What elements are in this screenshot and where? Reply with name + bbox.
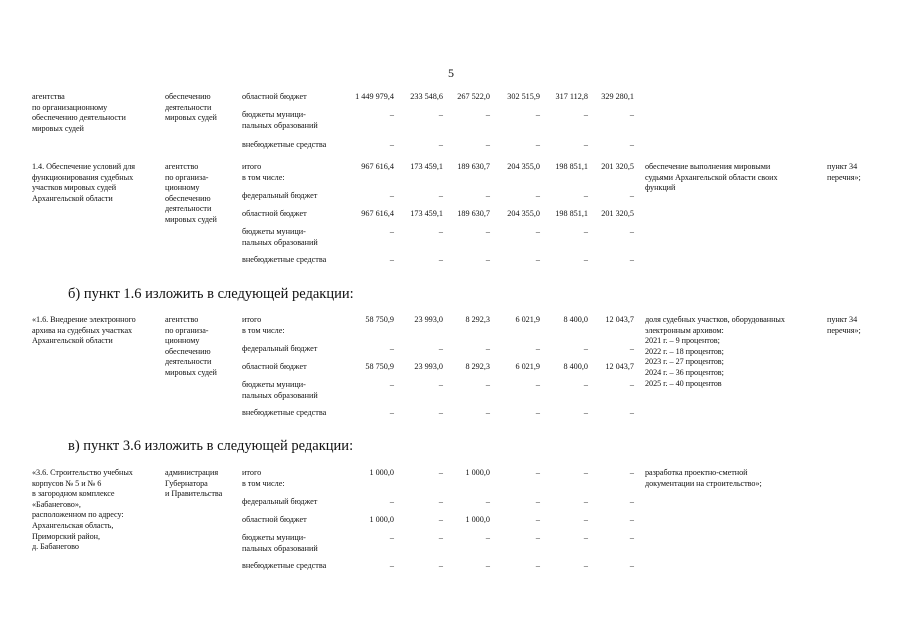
funding-value: – bbox=[485, 380, 490, 389]
funding-value: – bbox=[535, 515, 540, 524]
funding-value: – bbox=[438, 255, 443, 264]
funding-value: 198 851,1 bbox=[555, 209, 588, 218]
heading-b: б) пункт 1.6 изложить в следующей редакции: bbox=[68, 286, 354, 302]
funding-value: 173 459,1 bbox=[410, 162, 443, 171]
funding-value: – bbox=[389, 380, 394, 389]
funding-source-label: бюджеты муници- пальных образований bbox=[242, 380, 318, 400]
funding-value: – bbox=[389, 140, 394, 149]
block4-col1: «3.6. Строительство учебных корпусов № 5 и № 6 в загородном комплексе «Бабанегово», расположенном по адресу: Архангельская область, Приморский район, д. Бабанегово bbox=[32, 468, 133, 552]
funding-value: – bbox=[583, 515, 588, 524]
funding-value: 233 548,6 bbox=[410, 92, 443, 101]
funding-source-label: федеральный бюджет bbox=[242, 497, 318, 506]
funding-value: – bbox=[438, 380, 443, 389]
funding-value: – bbox=[535, 344, 540, 353]
funding-value: 189 630,7 bbox=[457, 209, 490, 218]
funding-value: 12 043,7 bbox=[605, 315, 634, 324]
funding-value: 12 043,7 bbox=[605, 362, 634, 371]
funding-source-label: бюджеты муници- пальных образований bbox=[242, 533, 318, 553]
funding-value: – bbox=[535, 533, 540, 542]
funding-value: – bbox=[389, 497, 394, 506]
funding-source-label: областной бюджет bbox=[242, 515, 307, 524]
funding-value: – bbox=[438, 561, 443, 570]
funding-value: 1 449 979,4 bbox=[355, 92, 394, 101]
funding-value: 23 993,0 bbox=[414, 315, 443, 324]
funding-value: 302 515,9 bbox=[507, 92, 540, 101]
funding-value: – bbox=[485, 533, 490, 542]
funding-value: – bbox=[485, 497, 490, 506]
funding-value: – bbox=[535, 497, 540, 506]
funding-value: 317 112,8 bbox=[555, 92, 588, 101]
funding-value: – bbox=[485, 110, 490, 119]
funding-value: – bbox=[389, 255, 394, 264]
funding-value: – bbox=[438, 227, 443, 236]
funding-value: – bbox=[389, 344, 394, 353]
funding-value: – bbox=[583, 561, 588, 570]
funding-value: 58 750,9 bbox=[365, 362, 394, 371]
funding-value: 201 320,5 bbox=[601, 209, 634, 218]
funding-value: – bbox=[535, 227, 540, 236]
funding-value: – bbox=[583, 110, 588, 119]
block2-result: обеспечение выполнения мировыми судьями Архангельской области своих функций bbox=[645, 162, 778, 193]
funding-value: – bbox=[629, 533, 634, 542]
funding-value: – bbox=[629, 255, 634, 264]
funding-value: 8 292,3 bbox=[465, 315, 490, 324]
funding-value: 8 400,0 bbox=[563, 362, 588, 371]
block1-col2: обеспечению деятельности мировых судей bbox=[165, 92, 217, 123]
funding-value: – bbox=[438, 408, 443, 417]
funding-value: – bbox=[535, 380, 540, 389]
page-number: 5 bbox=[448, 66, 454, 80]
funding-value: – bbox=[583, 191, 588, 200]
funding-value: 267 522,0 bbox=[457, 92, 490, 101]
block3-col2: агентство по организа- ционному обеспечению деятельности мировых судей bbox=[165, 315, 217, 377]
funding-source-label: внебюджетные средства bbox=[242, 140, 327, 149]
funding-value: – bbox=[583, 408, 588, 417]
funding-value: – bbox=[438, 110, 443, 119]
funding-value: 329 280,1 bbox=[601, 92, 634, 101]
funding-source-label: внебюджетные средства bbox=[242, 408, 327, 417]
funding-value: – bbox=[535, 408, 540, 417]
funding-value: – bbox=[485, 191, 490, 200]
funding-value: – bbox=[583, 140, 588, 149]
funding-value: – bbox=[535, 140, 540, 149]
block3-result: доля судебных участков, оборудованных электронным архивом: 2021 г. – 9 процентов; 2022 г. – 18 процентов; 2023 г. – 27 процентов; 2024 г. – 36 процентов; 2025 г. – 40 процентов bbox=[645, 315, 785, 388]
funding-value: 58 750,9 bbox=[365, 315, 394, 324]
funding-value: – bbox=[389, 110, 394, 119]
funding-value: 8 292,3 bbox=[465, 362, 490, 371]
heading-v: в) пункт 3.6 изложить в следующей редакции: bbox=[68, 438, 354, 454]
funding-value: 204 355,0 bbox=[507, 209, 540, 218]
funding-value: – bbox=[485, 344, 490, 353]
funding-source-label: федеральный бюджет bbox=[242, 191, 318, 200]
block3-ref: пункт 34 перечня»; bbox=[827, 315, 861, 335]
funding-value: – bbox=[629, 110, 634, 119]
funding-value: 204 355,0 bbox=[507, 162, 540, 171]
funding-source-label: бюджеты муници- пальных образований bbox=[242, 110, 318, 130]
funding-source-label: итого в том числе: bbox=[242, 468, 285, 488]
funding-value: – bbox=[535, 255, 540, 264]
funding-source-label: итого в том числе: bbox=[242, 162, 285, 182]
funding-value: – bbox=[583, 468, 588, 477]
funding-value: – bbox=[629, 515, 634, 524]
funding-source-label: итого в том числе: bbox=[242, 315, 285, 335]
funding-value: 1 000,0 bbox=[369, 468, 394, 477]
block2-col2: агентство по организа- ционному обеспечению деятельности мировых судей bbox=[165, 162, 217, 224]
funding-value: 8 400,0 bbox=[563, 315, 588, 324]
funding-value: – bbox=[438, 468, 443, 477]
funding-value: – bbox=[535, 110, 540, 119]
funding-value: 1 000,0 bbox=[465, 468, 490, 477]
block3-col1: «1.6. Внедрение электронного архива на судебных участках Архангельской области bbox=[32, 315, 136, 346]
funding-value: – bbox=[583, 497, 588, 506]
funding-value: – bbox=[583, 227, 588, 236]
block1-col1: агентства по организационному обеспечению деятельности мировых судей bbox=[32, 92, 126, 133]
funding-source-label: внебюджетные средства bbox=[242, 255, 327, 264]
funding-value: – bbox=[583, 344, 588, 353]
funding-value: 189 630,7 bbox=[457, 162, 490, 171]
funding-value: – bbox=[629, 380, 634, 389]
funding-value: – bbox=[629, 140, 634, 149]
funding-value: – bbox=[438, 344, 443, 353]
funding-source-label: федеральный бюджет bbox=[242, 344, 318, 353]
funding-source-label: областной бюджет bbox=[242, 92, 307, 101]
funding-value: – bbox=[583, 380, 588, 389]
funding-value: – bbox=[389, 408, 394, 417]
funding-value: 6 021,9 bbox=[515, 315, 540, 324]
funding-value: – bbox=[389, 533, 394, 542]
funding-value: – bbox=[485, 140, 490, 149]
funding-value: – bbox=[629, 497, 634, 506]
funding-value: – bbox=[438, 533, 443, 542]
block4-result: разработка проектно-сметной документации на строительство»; bbox=[645, 468, 762, 488]
funding-value: – bbox=[629, 191, 634, 200]
funding-value: – bbox=[629, 468, 634, 477]
funding-value: 967 616,4 bbox=[361, 209, 394, 218]
funding-source-label: бюджеты муници- пальных образований bbox=[242, 227, 318, 247]
funding-value: – bbox=[485, 561, 490, 570]
funding-value: – bbox=[438, 515, 443, 524]
funding-value: 173 459,1 bbox=[410, 209, 443, 218]
funding-value: – bbox=[535, 561, 540, 570]
funding-value: – bbox=[535, 468, 540, 477]
block4-col2: администрация Губернатора и Правительства bbox=[165, 468, 223, 499]
funding-value: 6 021,9 bbox=[515, 362, 540, 371]
funding-value: – bbox=[629, 227, 634, 236]
funding-value: 967 616,4 bbox=[361, 162, 394, 171]
funding-value: 198 851,1 bbox=[555, 162, 588, 171]
funding-value: – bbox=[485, 408, 490, 417]
funding-value: – bbox=[535, 191, 540, 200]
funding-value: – bbox=[438, 191, 443, 200]
funding-value: – bbox=[389, 191, 394, 200]
funding-source-label: внебюджетные средства bbox=[242, 561, 327, 570]
funding-value: – bbox=[438, 140, 443, 149]
funding-source-label: областной бюджет bbox=[242, 209, 307, 218]
block2-col1: 1.4. Обеспечение условий для функционирования судебных участков мировых судей Архангельской области bbox=[32, 162, 135, 203]
funding-value: 1 000,0 bbox=[369, 515, 394, 524]
funding-value: – bbox=[583, 255, 588, 264]
funding-value: – bbox=[438, 497, 443, 506]
funding-value: 201 320,5 bbox=[601, 162, 634, 171]
funding-value: 23 993,0 bbox=[414, 362, 443, 371]
funding-source-label: областной бюджет bbox=[242, 362, 307, 371]
funding-value: – bbox=[629, 561, 634, 570]
funding-value: 1 000,0 bbox=[465, 515, 490, 524]
funding-value: – bbox=[583, 533, 588, 542]
funding-value: – bbox=[629, 408, 634, 417]
funding-value: – bbox=[389, 561, 394, 570]
block2-ref: пункт 34 перечня»; bbox=[827, 162, 861, 182]
funding-value: – bbox=[389, 227, 394, 236]
funding-value: – bbox=[485, 255, 490, 264]
funding-value: – bbox=[485, 227, 490, 236]
funding-value: – bbox=[629, 344, 634, 353]
